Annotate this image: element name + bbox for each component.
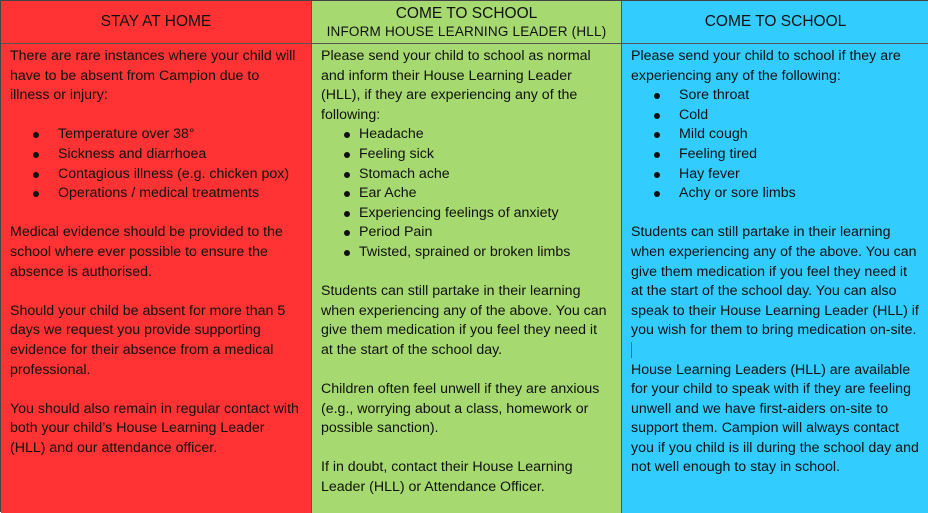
header-come-to-school (622, 1, 928, 44)
symptom-list (321, 125, 612, 262)
header-title: STAY AT HOME (100, 13, 212, 30)
bullet-icon (33, 132, 39, 138)
bullet-icon (654, 93, 660, 99)
paragraph: If in doubt, contact their House Learning Leader (HLL) or Attendance Officer. (321, 459, 573, 496)
list-item: Feeling tired (631, 145, 920, 165)
bullet-icon (33, 152, 39, 158)
list-item: Stomach ache (321, 165, 612, 185)
bullet-icon (344, 172, 350, 178)
intro-text: Please send your child to school if they are experiencing any of the following: (631, 48, 901, 84)
bullet-icon (33, 172, 39, 178)
paragraph: You should also remain in regular contact with both your child’s House Learning Leader (HLL) and our attendance officer. (10, 400, 299, 456)
header-stay-at-home (1, 1, 312, 44)
bullet-icon (344, 250, 350, 256)
list-item: Hay fever (631, 165, 920, 185)
header-come-to-school-inform (312, 1, 622, 44)
column-stay-at-home (1, 44, 312, 513)
list-item: Ear Ache (321, 184, 612, 204)
list-item: Feeling sick (321, 145, 612, 165)
symptom-list (631, 86, 920, 204)
column-come-to-school-inform (312, 44, 622, 513)
header-subtitle: INFORM HOUSE LEARNING LEADER (HLL) (326, 24, 607, 39)
intro-text: There are rare instances where your child will have to be absent from Campion due to illness or injury: (10, 48, 296, 104)
bullet-icon (344, 191, 350, 197)
bullet-icon (344, 211, 350, 217)
list-item: Achy or sore limbs (631, 184, 920, 204)
bullet-icon (654, 152, 660, 158)
intro-text: Please send your child to school as normal and inform their House Learning Leader (HLL), if they are experiencing any of the following: (321, 48, 591, 123)
list-item: Contagious illness (e.g. chicken pox) (10, 165, 302, 185)
bullet-icon (654, 191, 660, 197)
paragraph: Medical evidence should be provided to the school where ever possible to ensure the absence is authorised. (10, 224, 283, 280)
bullet-icon (654, 113, 660, 119)
list-item: Operations / medical treatments (10, 184, 302, 204)
list-item: Experiencing feelings of anxiety (321, 204, 612, 224)
list-item: Period Pain (321, 223, 612, 243)
paragraph: Students can still partake in their learning when experiencing any of the above. You can give them medication if you feel they need it at the start of the school day. (321, 283, 607, 358)
symptom-list (10, 125, 302, 203)
list-item: Sore throat (631, 86, 920, 106)
bullet-icon (344, 132, 350, 138)
paragraph: Students can still partake in their learning when experiencing any of the above. You can give them medication if you feel they need it at the start of the school day. You can also speak to their House Learning Leader (HLL) if you wish for them to bring medication on-site. (631, 224, 919, 339)
bullet-icon (33, 191, 39, 197)
paragraph: Children often feel unwell if they are anxious (e.g., worrying about a class, homework or possible sanction). (321, 381, 600, 437)
list-item: Temperature over 38° (10, 125, 302, 145)
bullet-icon (344, 152, 350, 158)
bullet-icon (654, 172, 660, 178)
column-come-to-school (622, 44, 928, 513)
bullet-icon (654, 132, 660, 138)
list-item: Cold (631, 106, 920, 126)
header-title: COME TO SCHOOL (704, 13, 847, 30)
bullet-icon (344, 230, 350, 236)
paragraph: House Learning Leaders (HLL) are available for your child to speak with if they are feeling unwell and we have first-aiders on-site to support them. Campion will always contact you if you child is ill during the school day and not well enough to stay in school. (631, 361, 919, 476)
list-item: Headache (321, 125, 612, 145)
list-item: Mild cough (631, 125, 920, 145)
header-title: COME TO SCHOOL (395, 5, 538, 22)
paragraph: Should your child be absent for more than 5 days we request you provide supporting evidence for their absence from a medical professional. (10, 302, 286, 378)
text-cursor[interactable] (631, 341, 920, 361)
list-item: Twisted, sprained or broken limbs (321, 243, 612, 263)
list-item: Sickness and diarrhoea (10, 145, 302, 165)
